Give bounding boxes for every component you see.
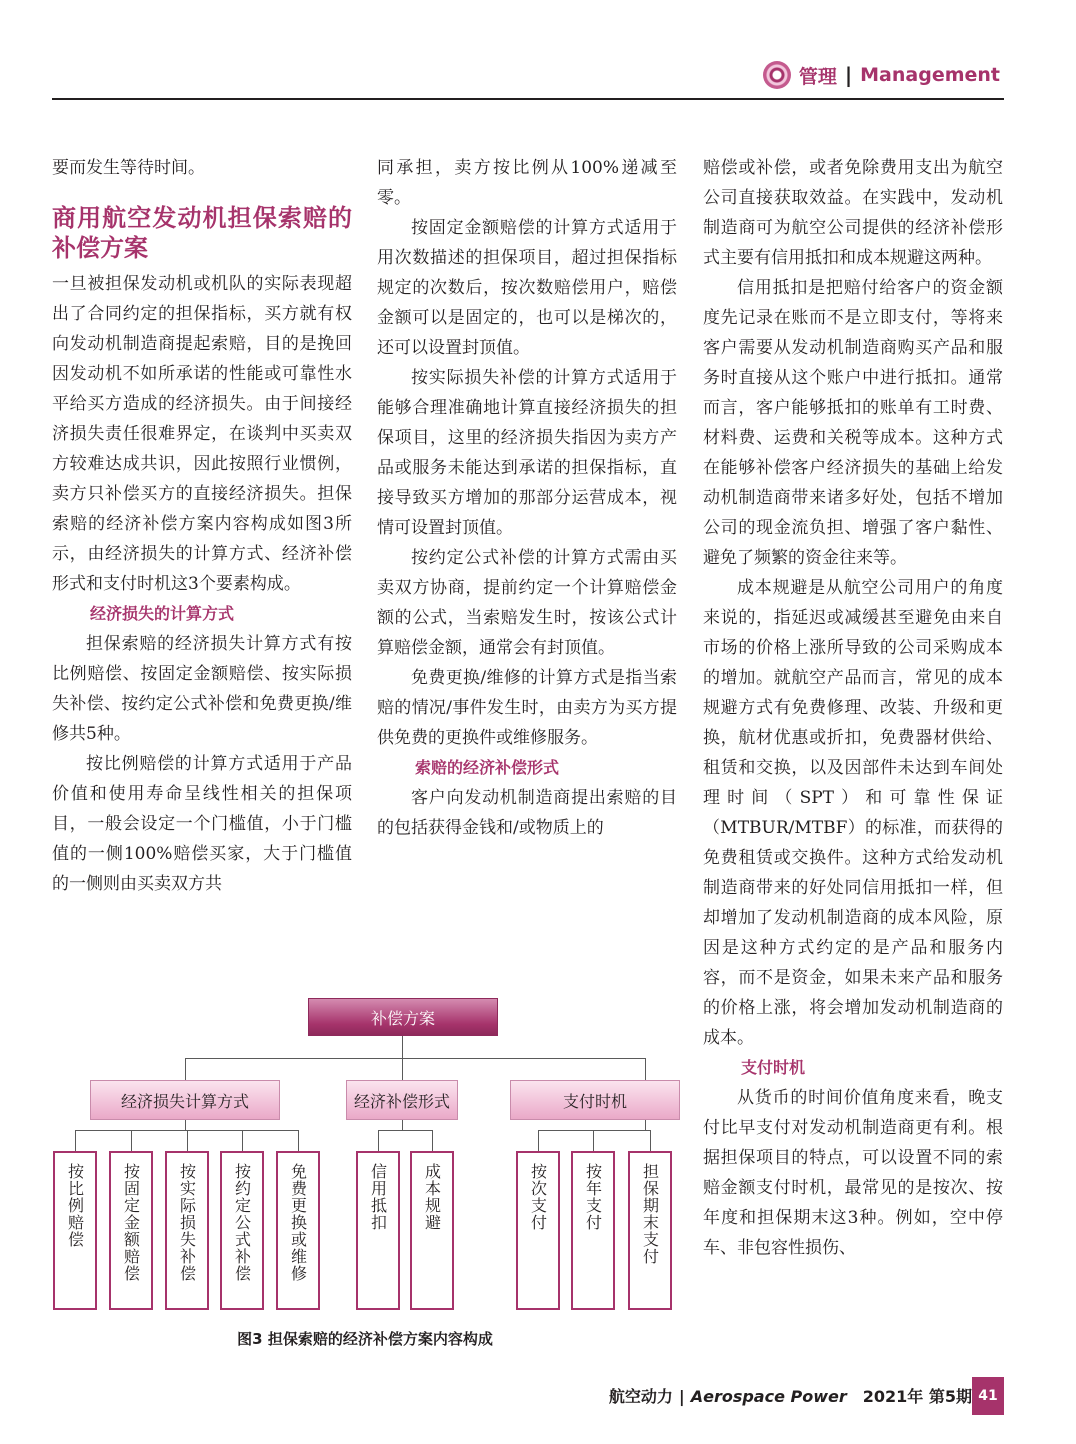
journal-name-zh: 航空动力 [608,1387,673,1406]
connector-line [645,1058,646,1080]
journal-logo-icon [763,61,791,89]
connector-line [402,1120,403,1130]
header-rule [52,98,1004,100]
connector-line [538,1130,650,1131]
text-column-2 [377,153,677,843]
connector-line [432,1130,433,1151]
connector-line [242,1130,243,1151]
diagram-leaf-node: 按固定金额赔偿 [109,1151,153,1310]
text-column-1 [52,153,352,899]
section-heading: 商用航空发动机担保索赔的补偿方案 [52,204,352,262]
subheading: 经济损失的计算方式 [90,604,235,623]
diagram-leaf-node: 按年支付 [571,1151,615,1310]
connector-line [185,1058,645,1059]
connector-line [593,1130,594,1151]
paragraph: 免费更换/维修的计算方式是指当索赔的情况/事件发生时，由卖方为买方提供免费的更换件或维修服务。 [377,668,677,748]
connector-line [298,1130,299,1151]
paragraph: 按实际损失补偿的计算方式适用于能够合理准确地计算直接经济损失的担保项目，这里的经济损失指因为卖方产品或服务未能达到承诺的担保指标，直接导致买方增加的那部分运营成本，视情可设置封顶值。 [377,368,677,538]
diagram-leaf-node: 成本规避 [410,1151,454,1310]
diagram-group-node: 支付时机 [510,1080,680,1120]
section-name-en: Management [860,64,1000,86]
connector-line [650,1130,651,1151]
paragraph: 成本规避是从航空公司用户的角度来说的，指延迟或减缓甚至避免由来自市场的价格上涨所导致的公司采购成本的增加。就航空产品而言，常见的成本规避方式有免费修理、改装、升级和更换，航材优惠或折扣，免费器材供给、租赁和交换，以及因部件未达到车间处理时间（SPT）和可靠性保证（MTBUR/MTBF）的标准，而获得的免费租赁或交换件。这种方式给发动机制造商带来的好处同信用抵扣一样，但却增加了发动机制造商的成本风险，原因是这种方式约定的是产品和服务内容，而不是资金，如果未来产品和服务的价格上涨，将会增加发动机制造商的成本。 [703,578,1003,1048]
paragraph: 担保索赔的经济损失计算方式有按比例赔偿、按固定金额赔偿、按实际损失补偿、按约定公式补偿和免费更换/维修共5种。 [52,634,352,744]
section-header [763,60,1000,90]
connector-line [378,1130,379,1151]
paragraph: 信用抵扣是把赔付给客户的资金额度先记录在账而不是立即支付，等将来客户需要从发动机制造商购买产品和服务时直接从这个账户中进行抵扣。通常而言，客户能够抵扣的账单有工时费、材料费、运费和关税等成本。这种方式在能够补偿客户经济损失的基础上给发动机制造商带来诸多好处，包括不增加公司的现金流负担、增强了客户黏性、避免了频繁的资金往来等。 [703,278,1003,568]
subheading: 支付时机 [741,1058,806,1077]
connector-line [402,1036,403,1058]
paragraph: 按固定金额赔偿的计算方式适用于用次数描述的担保项目，超过担保指标规定的次数后，按次数赔偿用户，赔偿金额可以是固定的，也可以是梯次的，还可以设置封顶值。 [377,218,677,358]
paragraph: 赔偿或补偿，或者免除费用支出为航空公司直接获取效益。在实践中，发动机制造商可为航空公司提供的经济补偿形式主要有信用抵扣和成本规避这两种。 [703,158,1003,268]
diagram-leaf-node: 按约定公式补偿 [220,1151,264,1310]
section-separator: | [844,63,853,87]
figure-3-diagram [52,998,678,1318]
paragraph: 按比例赔偿的计算方式适用于产品价值和使用寿命呈线性相关的担保项目，一般会设定一个门槛值，小于门槛值的一侧100%赔偿买家，大于门槛值的一侧则由买卖双方共 [52,754,352,894]
connector-line [402,1058,403,1080]
journal-issue: 2021年 第5期 [862,1387,972,1406]
paragraph: 同承担，卖方按比例从100%递减至零。 [377,158,677,208]
section-name-zh: 管理 [798,65,837,88]
diagram-leaf-node: 按次支付 [516,1151,560,1310]
connector-line [645,1120,646,1130]
diagram-leaf-node: 按实际损失补偿 [165,1151,209,1310]
diagram-leaf-node: 担保期末支付 [628,1151,672,1310]
paragraph: 要而发生等待时间。 [52,158,205,178]
connector-line [187,1130,188,1151]
paragraph: 客户向发动机制造商提出索赔的目的包括获得金钱和/或物质上的 [377,788,677,838]
footer-separator: | [678,1387,685,1406]
connector-line [131,1130,132,1151]
diagram-root-node: 补偿方案 [308,998,498,1036]
connector-line [538,1130,539,1151]
journal-footer [609,1384,972,1407]
diagram-group-node: 经济补偿形式 [346,1080,458,1120]
paragraph: 从货币的时间价值角度来看，晚支付比早支付对发动机制造商更有利。根据担保项目的特点，可以设置不同的索赔金额支付时机，最常见的是按次、按年度和担保期末这3种。例如，空中停车、非包容性损伤、 [703,1088,1003,1258]
connector-line [75,1130,76,1151]
connector-line [185,1120,186,1130]
connector-line [378,1130,432,1131]
diagram-leaf-node: 免费更换或维修 [276,1151,320,1310]
text-column-3 [703,153,1003,1263]
page-number: 41 [972,1377,1004,1415]
journal-name-en: Aerospace Power [690,1387,847,1406]
diagram-group-node: 经济损失计算方式 [90,1080,280,1120]
connector-line [185,1058,186,1080]
subheading: 索赔的经济补偿形式 [415,758,560,777]
diagram-leaf-node: 信用抵扣 [356,1151,400,1310]
figure-caption: 图3 担保索赔的经济补偿方案内容构成 [237,1330,493,1348]
paragraph: 按约定公式补偿的计算方式需由买卖双方协商，提前约定一个计算赔偿金额的公式，当索赔发生时，按该公式计算赔偿金额，通常会有封顶值。 [377,548,677,658]
paragraph: 一旦被担保发动机或机队的实际表现超出了合同约定的担保指标，买方就有权向发动机制造商提起索赔，目的是挽回因发动机不如所承诺的性能或可靠性水平给买方造成的经济损失。由于间接经济损失责任很难界定，在谈判中买卖双方较难达成共识，因此按照行业惯例，卖方只补偿买方的直接经济损失。担保索赔的经济补偿方案内容构成如图3所示，由经济损失的计算方式、经济补偿形式和支付时机这3个要素构成。 [52,274,352,594]
diagram-leaf-node: 按比例赔偿 [53,1151,97,1310]
